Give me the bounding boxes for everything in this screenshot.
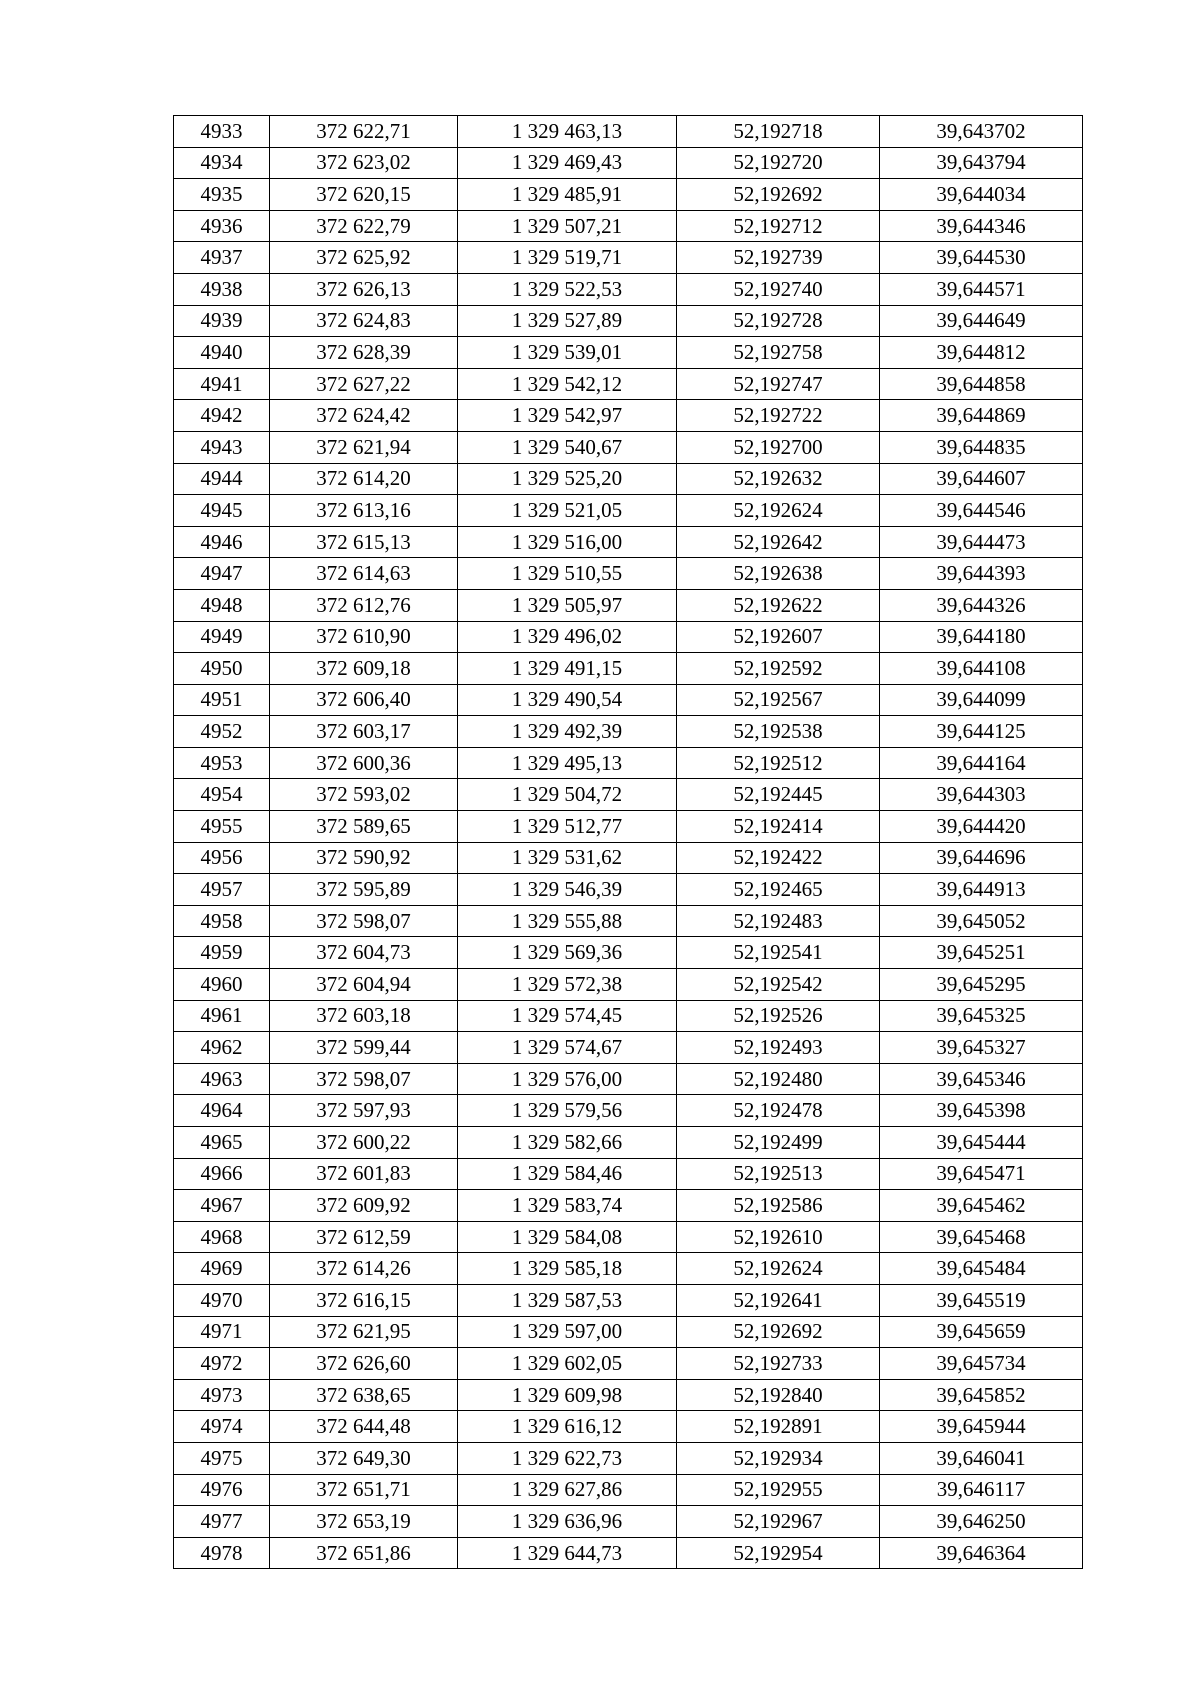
x-coordinate-cell: 372 613,16 xyxy=(270,495,458,527)
latitude-cell: 52,192638 xyxy=(677,558,880,590)
latitude-cell: 52,192567 xyxy=(677,684,880,716)
latitude-cell: 52,192954 xyxy=(677,1537,880,1569)
table-row xyxy=(174,1032,1083,1064)
latitude-cell: 52,192624 xyxy=(677,1253,880,1285)
x-coordinate-cell: 372 614,20 xyxy=(270,463,458,495)
longitude-cell: 39,644108 xyxy=(880,653,1083,685)
latitude-cell: 52,192967 xyxy=(677,1506,880,1538)
y-coordinate-cell: 1 329 512,77 xyxy=(458,811,677,843)
y-coordinate-cell: 1 329 574,45 xyxy=(458,1000,677,1032)
x-coordinate-cell: 372 638,65 xyxy=(270,1379,458,1411)
longitude-cell: 39,646117 xyxy=(880,1474,1083,1506)
latitude-cell: 52,192592 xyxy=(677,653,880,685)
point-number-cell: 4948 xyxy=(174,589,270,621)
table-row xyxy=(174,1348,1083,1380)
latitude-cell: 52,192538 xyxy=(677,716,880,748)
longitude-cell: 39,643794 xyxy=(880,147,1083,179)
longitude-cell: 39,644696 xyxy=(880,842,1083,874)
y-coordinate-cell: 1 329 521,05 xyxy=(458,495,677,527)
longitude-cell: 39,645327 xyxy=(880,1032,1083,1064)
longitude-cell: 39,644649 xyxy=(880,305,1083,337)
longitude-cell: 39,644858 xyxy=(880,368,1083,400)
y-coordinate-cell: 1 329 572,38 xyxy=(458,969,677,1001)
longitude-cell: 39,645251 xyxy=(880,937,1083,969)
point-number-cell: 4967 xyxy=(174,1190,270,1222)
x-coordinate-cell: 372 623,02 xyxy=(270,147,458,179)
y-coordinate-cell: 1 329 585,18 xyxy=(458,1253,677,1285)
x-coordinate-cell: 372 612,76 xyxy=(270,589,458,621)
y-coordinate-cell: 1 329 531,62 xyxy=(458,842,677,874)
latitude-cell: 52,192718 xyxy=(677,116,880,148)
point-number-cell: 4941 xyxy=(174,368,270,400)
x-coordinate-cell: 372 609,92 xyxy=(270,1190,458,1222)
point-number-cell: 4936 xyxy=(174,210,270,242)
table-row xyxy=(174,905,1083,937)
longitude-cell: 39,644812 xyxy=(880,337,1083,369)
latitude-cell: 52,192891 xyxy=(677,1411,880,1443)
table-row xyxy=(174,147,1083,179)
longitude-cell: 39,646250 xyxy=(880,1506,1083,1538)
latitude-cell: 52,192632 xyxy=(677,463,880,495)
point-number-cell: 4947 xyxy=(174,558,270,590)
x-coordinate-cell: 372 598,07 xyxy=(270,905,458,937)
y-coordinate-cell: 1 329 469,43 xyxy=(458,147,677,179)
x-coordinate-cell: 372 621,94 xyxy=(270,431,458,463)
latitude-cell: 52,192414 xyxy=(677,811,880,843)
point-number-cell: 4977 xyxy=(174,1506,270,1538)
point-number-cell: 4952 xyxy=(174,716,270,748)
longitude-cell: 39,644303 xyxy=(880,779,1083,811)
table-row xyxy=(174,337,1083,369)
y-coordinate-cell: 1 329 516,00 xyxy=(458,526,677,558)
table-row xyxy=(174,1537,1083,1569)
x-coordinate-cell: 372 603,17 xyxy=(270,716,458,748)
y-coordinate-cell: 1 329 583,74 xyxy=(458,1190,677,1222)
longitude-cell: 39,645398 xyxy=(880,1095,1083,1127)
point-number-cell: 4975 xyxy=(174,1442,270,1474)
x-coordinate-cell: 372 620,15 xyxy=(270,179,458,211)
point-number-cell: 4959 xyxy=(174,937,270,969)
latitude-cell: 52,192586 xyxy=(677,1190,880,1222)
table-row xyxy=(174,431,1083,463)
point-number-cell: 4940 xyxy=(174,337,270,369)
x-coordinate-cell: 372 621,95 xyxy=(270,1316,458,1348)
point-number-cell: 4935 xyxy=(174,179,270,211)
table-row xyxy=(174,558,1083,590)
point-number-cell: 4934 xyxy=(174,147,270,179)
latitude-cell: 52,192512 xyxy=(677,747,880,779)
point-number-cell: 4946 xyxy=(174,526,270,558)
table-row xyxy=(174,400,1083,432)
point-number-cell: 4978 xyxy=(174,1537,270,1569)
y-coordinate-cell: 1 329 602,05 xyxy=(458,1348,677,1380)
point-number-cell: 4939 xyxy=(174,305,270,337)
table-row xyxy=(174,1411,1083,1443)
y-coordinate-cell: 1 329 542,12 xyxy=(458,368,677,400)
table-row xyxy=(174,368,1083,400)
latitude-cell: 52,192840 xyxy=(677,1379,880,1411)
y-coordinate-cell: 1 329 485,91 xyxy=(458,179,677,211)
x-coordinate-cell: 372 615,13 xyxy=(270,526,458,558)
point-number-cell: 4943 xyxy=(174,431,270,463)
table-row xyxy=(174,811,1083,843)
x-coordinate-cell: 372 651,86 xyxy=(270,1537,458,1569)
x-coordinate-cell: 372 612,59 xyxy=(270,1221,458,1253)
table-row xyxy=(174,1127,1083,1159)
table-row xyxy=(174,1063,1083,1095)
table-row xyxy=(174,495,1083,527)
table-row xyxy=(174,1000,1083,1032)
latitude-cell: 52,192740 xyxy=(677,273,880,305)
table-row xyxy=(174,842,1083,874)
x-coordinate-cell: 372 614,63 xyxy=(270,558,458,590)
y-coordinate-cell: 1 329 576,00 xyxy=(458,1063,677,1095)
y-coordinate-cell: 1 329 507,21 xyxy=(458,210,677,242)
x-coordinate-cell: 372 604,94 xyxy=(270,969,458,1001)
x-coordinate-cell: 372 626,13 xyxy=(270,273,458,305)
longitude-cell: 39,646364 xyxy=(880,1537,1083,1569)
longitude-cell: 39,644869 xyxy=(880,400,1083,432)
x-coordinate-cell: 372 598,07 xyxy=(270,1063,458,1095)
coordinates-table-body xyxy=(174,116,1083,1569)
table-row xyxy=(174,621,1083,653)
longitude-cell: 39,645659 xyxy=(880,1316,1083,1348)
longitude-cell: 39,645462 xyxy=(880,1190,1083,1222)
x-coordinate-cell: 372 614,26 xyxy=(270,1253,458,1285)
x-coordinate-cell: 372 610,90 xyxy=(270,621,458,653)
coordinates-table xyxy=(173,115,1083,1569)
longitude-cell: 39,644034 xyxy=(880,179,1083,211)
longitude-cell: 39,645471 xyxy=(880,1158,1083,1190)
longitude-cell: 39,645052 xyxy=(880,905,1083,937)
latitude-cell: 52,192493 xyxy=(677,1032,880,1064)
table-row xyxy=(174,874,1083,906)
y-coordinate-cell: 1 329 492,39 xyxy=(458,716,677,748)
x-coordinate-cell: 372 597,93 xyxy=(270,1095,458,1127)
table-row xyxy=(174,1253,1083,1285)
longitude-cell: 39,644546 xyxy=(880,495,1083,527)
point-number-cell: 4962 xyxy=(174,1032,270,1064)
x-coordinate-cell: 372 601,83 xyxy=(270,1158,458,1190)
table-row xyxy=(174,273,1083,305)
latitude-cell: 52,192541 xyxy=(677,937,880,969)
longitude-cell: 39,644164 xyxy=(880,747,1083,779)
x-coordinate-cell: 372 604,73 xyxy=(270,937,458,969)
table-row xyxy=(174,1474,1083,1506)
latitude-cell: 52,192955 xyxy=(677,1474,880,1506)
point-number-cell: 4944 xyxy=(174,463,270,495)
table-row xyxy=(174,463,1083,495)
point-number-cell: 4976 xyxy=(174,1474,270,1506)
longitude-cell: 39,644473 xyxy=(880,526,1083,558)
x-coordinate-cell: 372 600,22 xyxy=(270,1127,458,1159)
point-number-cell: 4951 xyxy=(174,684,270,716)
latitude-cell: 52,192483 xyxy=(677,905,880,937)
point-number-cell: 4937 xyxy=(174,242,270,274)
point-number-cell: 4969 xyxy=(174,1253,270,1285)
y-coordinate-cell: 1 329 491,15 xyxy=(458,653,677,685)
table-row xyxy=(174,969,1083,1001)
table-row xyxy=(174,1379,1083,1411)
y-coordinate-cell: 1 329 542,97 xyxy=(458,400,677,432)
table-row xyxy=(174,747,1083,779)
y-coordinate-cell: 1 329 569,36 xyxy=(458,937,677,969)
x-coordinate-cell: 372 627,22 xyxy=(270,368,458,400)
x-coordinate-cell: 372 651,71 xyxy=(270,1474,458,1506)
x-coordinate-cell: 372 606,40 xyxy=(270,684,458,716)
latitude-cell: 52,192733 xyxy=(677,1348,880,1380)
point-number-cell: 4972 xyxy=(174,1348,270,1380)
y-coordinate-cell: 1 329 627,86 xyxy=(458,1474,677,1506)
y-coordinate-cell: 1 329 584,46 xyxy=(458,1158,677,1190)
point-number-cell: 4960 xyxy=(174,969,270,1001)
point-number-cell: 4973 xyxy=(174,1379,270,1411)
y-coordinate-cell: 1 329 540,67 xyxy=(458,431,677,463)
longitude-cell: 39,644346 xyxy=(880,210,1083,242)
point-number-cell: 4954 xyxy=(174,779,270,811)
latitude-cell: 52,192747 xyxy=(677,368,880,400)
x-coordinate-cell: 372 595,89 xyxy=(270,874,458,906)
table-row xyxy=(174,1158,1083,1190)
table-row xyxy=(174,1506,1083,1538)
table-row xyxy=(174,684,1083,716)
x-coordinate-cell: 372 626,60 xyxy=(270,1348,458,1380)
longitude-cell: 39,644530 xyxy=(880,242,1083,274)
y-coordinate-cell: 1 329 505,97 xyxy=(458,589,677,621)
y-coordinate-cell: 1 329 597,00 xyxy=(458,1316,677,1348)
table-row xyxy=(174,1221,1083,1253)
longitude-cell: 39,645444 xyxy=(880,1127,1083,1159)
longitude-cell: 39,644420 xyxy=(880,811,1083,843)
table-row xyxy=(174,589,1083,621)
table-row xyxy=(174,526,1083,558)
point-number-cell: 4957 xyxy=(174,874,270,906)
longitude-cell: 39,644913 xyxy=(880,874,1083,906)
latitude-cell: 52,192478 xyxy=(677,1095,880,1127)
table-row xyxy=(174,1442,1083,1474)
y-coordinate-cell: 1 329 609,98 xyxy=(458,1379,677,1411)
y-coordinate-cell: 1 329 587,53 xyxy=(458,1284,677,1316)
latitude-cell: 52,192610 xyxy=(677,1221,880,1253)
y-coordinate-cell: 1 329 582,66 xyxy=(458,1127,677,1159)
y-coordinate-cell: 1 329 546,39 xyxy=(458,874,677,906)
latitude-cell: 52,192622 xyxy=(677,589,880,621)
y-coordinate-cell: 1 329 579,56 xyxy=(458,1095,677,1127)
x-coordinate-cell: 372 593,02 xyxy=(270,779,458,811)
longitude-cell: 39,645852 xyxy=(880,1379,1083,1411)
table-row xyxy=(174,210,1083,242)
table-row xyxy=(174,305,1083,337)
latitude-cell: 52,192758 xyxy=(677,337,880,369)
y-coordinate-cell: 1 329 574,67 xyxy=(458,1032,677,1064)
point-number-cell: 4950 xyxy=(174,653,270,685)
latitude-cell: 52,192712 xyxy=(677,210,880,242)
longitude-cell: 39,645519 xyxy=(880,1284,1083,1316)
y-coordinate-cell: 1 329 539,01 xyxy=(458,337,677,369)
x-coordinate-cell: 372 589,65 xyxy=(270,811,458,843)
point-number-cell: 4966 xyxy=(174,1158,270,1190)
x-coordinate-cell: 372 624,83 xyxy=(270,305,458,337)
table-row xyxy=(174,1284,1083,1316)
y-coordinate-cell: 1 329 584,08 xyxy=(458,1221,677,1253)
latitude-cell: 52,192607 xyxy=(677,621,880,653)
table-row xyxy=(174,116,1083,148)
latitude-cell: 52,192641 xyxy=(677,1284,880,1316)
point-number-cell: 4971 xyxy=(174,1316,270,1348)
x-coordinate-cell: 372 622,79 xyxy=(270,210,458,242)
y-coordinate-cell: 1 329 527,89 xyxy=(458,305,677,337)
x-coordinate-cell: 372 600,36 xyxy=(270,747,458,779)
table-row xyxy=(174,1095,1083,1127)
longitude-cell: 39,644180 xyxy=(880,621,1083,653)
point-number-cell: 4945 xyxy=(174,495,270,527)
y-coordinate-cell: 1 329 496,02 xyxy=(458,621,677,653)
latitude-cell: 52,192624 xyxy=(677,495,880,527)
x-coordinate-cell: 372 644,48 xyxy=(270,1411,458,1443)
y-coordinate-cell: 1 329 644,73 xyxy=(458,1537,677,1569)
latitude-cell: 52,192720 xyxy=(677,147,880,179)
y-coordinate-cell: 1 329 519,71 xyxy=(458,242,677,274)
x-coordinate-cell: 372 653,19 xyxy=(270,1506,458,1538)
y-coordinate-cell: 1 329 636,96 xyxy=(458,1506,677,1538)
y-coordinate-cell: 1 329 555,88 xyxy=(458,905,677,937)
table-row xyxy=(174,1190,1083,1222)
latitude-cell: 52,192480 xyxy=(677,1063,880,1095)
latitude-cell: 52,192499 xyxy=(677,1127,880,1159)
point-number-cell: 4933 xyxy=(174,116,270,148)
point-number-cell: 4961 xyxy=(174,1000,270,1032)
latitude-cell: 52,192722 xyxy=(677,400,880,432)
longitude-cell: 39,645944 xyxy=(880,1411,1083,1443)
y-coordinate-cell: 1 329 522,53 xyxy=(458,273,677,305)
longitude-cell: 39,644393 xyxy=(880,558,1083,590)
latitude-cell: 52,192642 xyxy=(677,526,880,558)
latitude-cell: 52,192692 xyxy=(677,1316,880,1348)
longitude-cell: 39,644125 xyxy=(880,716,1083,748)
table-row xyxy=(174,937,1083,969)
y-coordinate-cell: 1 329 490,54 xyxy=(458,684,677,716)
longitude-cell: 39,644571 xyxy=(880,273,1083,305)
table-row xyxy=(174,179,1083,211)
point-number-cell: 4956 xyxy=(174,842,270,874)
longitude-cell: 39,643702 xyxy=(880,116,1083,148)
x-coordinate-cell: 372 624,42 xyxy=(270,400,458,432)
table-row xyxy=(174,716,1083,748)
point-number-cell: 4965 xyxy=(174,1127,270,1159)
latitude-cell: 52,192542 xyxy=(677,969,880,1001)
latitude-cell: 52,192692 xyxy=(677,179,880,211)
latitude-cell: 52,192513 xyxy=(677,1158,880,1190)
point-number-cell: 4958 xyxy=(174,905,270,937)
longitude-cell: 39,644607 xyxy=(880,463,1083,495)
longitude-cell: 39,645325 xyxy=(880,1000,1083,1032)
table-row xyxy=(174,779,1083,811)
longitude-cell: 39,644835 xyxy=(880,431,1083,463)
x-coordinate-cell: 372 649,30 xyxy=(270,1442,458,1474)
latitude-cell: 52,192728 xyxy=(677,305,880,337)
table-row xyxy=(174,653,1083,685)
longitude-cell: 39,645484 xyxy=(880,1253,1083,1285)
longitude-cell: 39,646041 xyxy=(880,1442,1083,1474)
point-number-cell: 4968 xyxy=(174,1221,270,1253)
y-coordinate-cell: 1 329 495,13 xyxy=(458,747,677,779)
x-coordinate-cell: 372 603,18 xyxy=(270,1000,458,1032)
x-coordinate-cell: 372 622,71 xyxy=(270,116,458,148)
point-number-cell: 4942 xyxy=(174,400,270,432)
y-coordinate-cell: 1 329 504,72 xyxy=(458,779,677,811)
y-coordinate-cell: 1 329 622,73 xyxy=(458,1442,677,1474)
latitude-cell: 52,192465 xyxy=(677,874,880,906)
longitude-cell: 39,645734 xyxy=(880,1348,1083,1380)
longitude-cell: 39,645295 xyxy=(880,969,1083,1001)
x-coordinate-cell: 372 616,15 xyxy=(270,1284,458,1316)
latitude-cell: 52,192422 xyxy=(677,842,880,874)
point-number-cell: 4938 xyxy=(174,273,270,305)
x-coordinate-cell: 372 625,92 xyxy=(270,242,458,274)
y-coordinate-cell: 1 329 616,12 xyxy=(458,1411,677,1443)
latitude-cell: 52,192526 xyxy=(677,1000,880,1032)
longitude-cell: 39,645468 xyxy=(880,1221,1083,1253)
x-coordinate-cell: 372 609,18 xyxy=(270,653,458,685)
point-number-cell: 4963 xyxy=(174,1063,270,1095)
x-coordinate-cell: 372 590,92 xyxy=(270,842,458,874)
longitude-cell: 39,644326 xyxy=(880,589,1083,621)
point-number-cell: 4974 xyxy=(174,1411,270,1443)
latitude-cell: 52,192700 xyxy=(677,431,880,463)
point-number-cell: 4953 xyxy=(174,747,270,779)
point-number-cell: 4964 xyxy=(174,1095,270,1127)
y-coordinate-cell: 1 329 510,55 xyxy=(458,558,677,590)
latitude-cell: 52,192445 xyxy=(677,779,880,811)
x-coordinate-cell: 372 628,39 xyxy=(270,337,458,369)
y-coordinate-cell: 1 329 463,13 xyxy=(458,116,677,148)
point-number-cell: 4949 xyxy=(174,621,270,653)
table-row xyxy=(174,242,1083,274)
point-number-cell: 4955 xyxy=(174,811,270,843)
latitude-cell: 52,192739 xyxy=(677,242,880,274)
latitude-cell: 52,192934 xyxy=(677,1442,880,1474)
longitude-cell: 39,644099 xyxy=(880,684,1083,716)
y-coordinate-cell: 1 329 525,20 xyxy=(458,463,677,495)
table-row xyxy=(174,1316,1083,1348)
x-coordinate-cell: 372 599,44 xyxy=(270,1032,458,1064)
point-number-cell: 4970 xyxy=(174,1284,270,1316)
longitude-cell: 39,645346 xyxy=(880,1063,1083,1095)
